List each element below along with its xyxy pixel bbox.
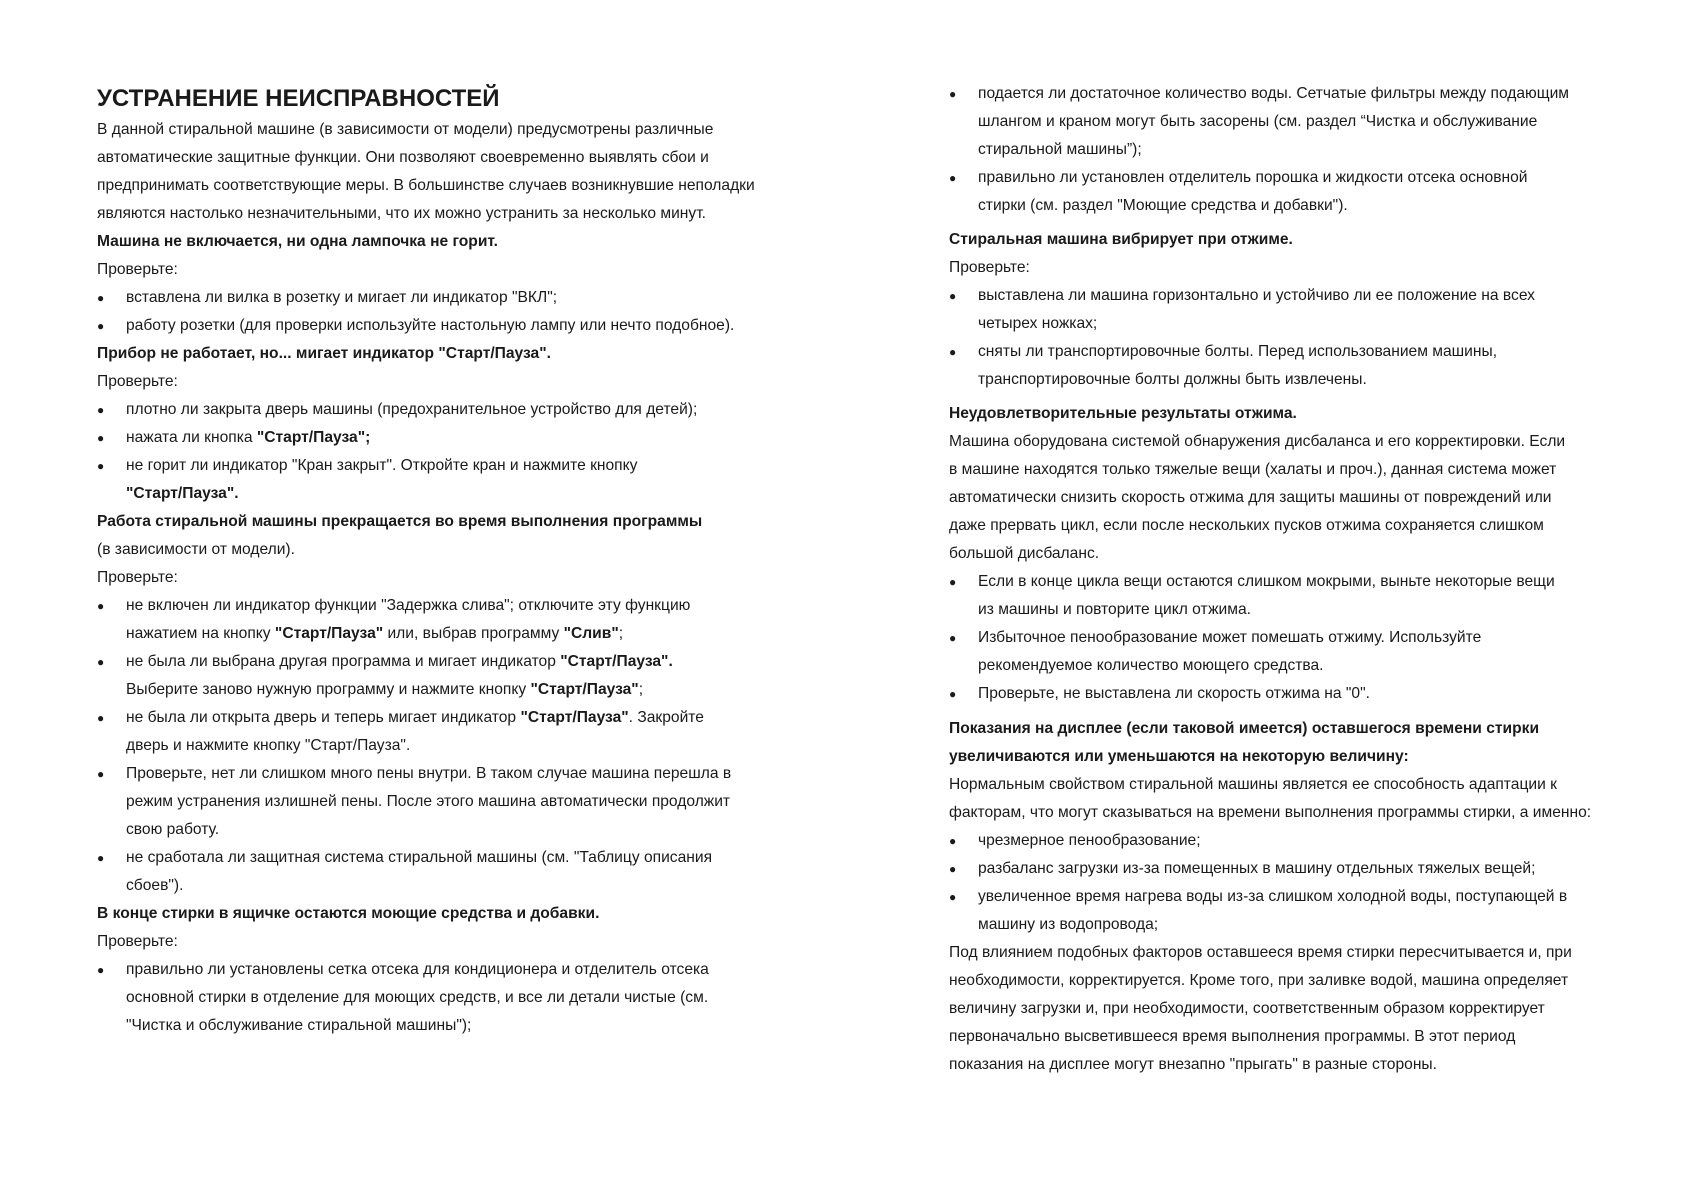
intro-line: автоматические защитные функции. Они позволяют своевременно выявлять сбои и <box>97 149 709 166</box>
list-item: выставлена ли машина горизонтально и устойчиво ли ее положение на всех <box>978 287 1535 304</box>
list-item: нажата ли кнопка "Старт/Пауза"; <box>126 429 371 446</box>
page-title: УСТРАНЕНИЕ НЕИСПРАВНОСТЕЙ <box>97 85 500 112</box>
bullet-icon: ● <box>949 890 957 904</box>
list-item: сняты ли транспортировочные болты. Перед использованием машины, <box>978 343 1498 360</box>
section-heading: увеличиваются или уменьшаются на некоторую величину: <box>949 748 1409 765</box>
paragraph-line: Нормальным свойством стиральной машины является ее способность адаптации к <box>949 776 1557 793</box>
list-item: не включен ли индикатор функции "Задержка слива"; отключите эту функцию <box>126 597 691 614</box>
paragraph-line: показания на дисплее могут внезапно "прыгать" в разные стороны. <box>949 1056 1437 1073</box>
bullet-icon: ● <box>949 87 957 101</box>
list-item: не горит ли индикатор "Кран закрыт". Откройте кран и нажмите кнопку <box>126 457 638 474</box>
bullet-icon: ● <box>97 655 105 669</box>
list-item-cont: "Чистка и обслуживание стиральной машины"); <box>126 1017 472 1034</box>
paragraph-line: даже прервать цикл, если после нескольких пусков отжима сохраняется слишком <box>949 517 1544 534</box>
section-heading: Прибор не работает, но... мигает индикатор "Старт/Пауза". <box>97 345 551 362</box>
section-subheading: (в зависимости от модели). <box>97 541 295 558</box>
bullet-icon: ● <box>97 459 105 473</box>
bullet-icon: ● <box>97 599 105 613</box>
intro-line: В данной стиральной машине (в зависимости от модели) предусмотрены различные <box>97 121 714 138</box>
list-item-cont: сбоев"). <box>126 877 184 894</box>
paragraph-line: величину загрузки и, при необходимости, соответственным образом корректирует <box>949 1000 1545 1017</box>
bullet-icon: ● <box>949 834 957 848</box>
list-item: Проверьте, нет ли слишком много пены внутри. В таком случае машина перешла в <box>126 765 732 782</box>
paragraph-line: факторам, что могут сказываться на времени выполнения программы стирки, а именно: <box>949 804 1592 821</box>
list-item: правильно ли установлен отделитель порошка и жидкости отсека основной <box>978 169 1528 186</box>
bullet-icon: ● <box>949 345 957 359</box>
list-item-cont: Выберите заново нужную программу и нажмите кнопку "Старт/Пауза"; <box>126 681 644 698</box>
section-heading: Показания на дисплее (если таковой имеется) оставшегося времени стирки <box>949 720 1540 737</box>
list-item: не была ли выбрана другая программа и мигает индикатор "Старт/Пауза". <box>126 653 673 670</box>
paragraph-line: большой дисбаланс. <box>949 545 1100 562</box>
check-label: Проверьте: <box>97 569 178 586</box>
list-item: Проверьте, не выставлена ли скорость отжима на "0". <box>978 685 1370 702</box>
list-item: Если в конце цикла вещи остаются слишком мокрыми, выньте некоторые вещи <box>978 573 1555 590</box>
list-item: разбаланс загрузки из-за помещенных в машину отдельных тяжелых вещей; <box>978 860 1536 877</box>
list-item: не была ли открыта дверь и теперь мигает индикатор "Старт/Пауза". Закройте <box>126 709 704 726</box>
bullet-icon: ● <box>949 631 957 645</box>
list-item-cont: "Старт/Пауза". <box>126 485 239 502</box>
list-item: вставлена ли вилка в розетку и мигает ли индикатор "ВКЛ"; <box>126 289 558 306</box>
list-item: подается ли достаточное количество воды. Сетчатые фильтры между подающим <box>978 85 1569 102</box>
bullet-icon: ● <box>949 862 957 876</box>
list-item: правильно ли установлены сетка отсека для кондиционера и отделитель отсека <box>126 961 709 978</box>
paragraph-line: первоначально высветившееся время выполнения программы. В этот период <box>949 1028 1516 1045</box>
check-label: Проверьте: <box>949 259 1030 276</box>
bullet-icon: ● <box>949 171 957 185</box>
list-item-cont: дверь и нажмите кнопку "Старт/Пауза". <box>126 737 411 754</box>
list-item: плотно ли закрыта дверь машины (предохранительное устройство для детей); <box>126 401 698 418</box>
intro-line: являются настолько незначительными, что их можно устранить за несколько минут. <box>97 205 706 222</box>
list-item: не сработала ли защитная система стиральной машины (см. "Таблицу описания <box>126 849 713 866</box>
list-item-cont: режим устранения излишней пены. После этого машина автоматически продолжит <box>126 793 731 810</box>
section-heading: Стиральная машина вибрирует при отжиме. <box>949 231 1293 248</box>
list-item: чрезмерное пенообразование; <box>978 832 1201 849</box>
bullet-icon: ● <box>949 289 957 303</box>
list-item-cont: из машины и повторите цикл отжима. <box>978 601 1251 618</box>
section-heading: Неудовлетворительные результаты отжима. <box>949 405 1297 422</box>
list-item-cont: стиральной машины”); <box>978 141 1142 158</box>
paragraph-line: Под влиянием подобных факторов оставшееся время стирки пересчитывается и, при <box>949 944 1572 961</box>
paragraph-line: автоматически снизить скорость отжима для защиты машины от повреждений или <box>949 489 1552 506</box>
list-item-cont: четырех ножках; <box>978 315 1098 332</box>
section-heading: Машина не включается, ни одна лампочка не горит. <box>97 233 499 250</box>
bullet-icon: ● <box>949 687 957 701</box>
bullet-icon: ● <box>97 319 105 333</box>
check-label: Проверьте: <box>97 933 178 950</box>
bullet-icon: ● <box>97 767 105 781</box>
bullet-icon: ● <box>97 291 105 305</box>
list-item-cont: шлангом и краном могут быть засорены (см. раздел “Чистка и обслуживание <box>978 113 1538 130</box>
list-item-cont: машину из водопровода; <box>978 916 1159 933</box>
paragraph-line: необходимости, корректируется. Кроме того, при заливке водой, машина определяет <box>949 972 1569 989</box>
intro-line: предпринимать соответствующие меры. В большинстве случаев возникнувшие неполадки <box>97 177 755 194</box>
list-item: увеличенное время нагрева воды из-за слишком холодной воды, поступающей в <box>978 888 1568 905</box>
list-item-cont: стирки (см. раздел "Моющие средства и добавки"). <box>978 197 1348 214</box>
check-label: Проверьте: <box>97 373 178 390</box>
section-heading: В конце стирки в ящичке остаются моющие средства и добавки. <box>97 905 600 922</box>
list-item-cont: основной стирки в отделение для моющих средств, и все ли детали чистые (см. <box>126 989 709 1006</box>
paragraph-line: в машине находятся только тяжелые вещи (халаты и проч.), данная система может <box>949 461 1557 478</box>
bullet-icon: ● <box>97 963 105 977</box>
bullet-icon: ● <box>949 575 957 589</box>
list-item: работу розетки (для проверки используйте настольную лампу или нечто подобное). <box>126 317 735 334</box>
list-item-cont: свою работу. <box>126 821 220 838</box>
bullet-icon: ● <box>97 431 105 445</box>
list-item-cont: нажатием на кнопку "Старт/Пауза" или, выбрав программу "Слив"; <box>126 625 624 642</box>
list-item-cont: транспортировочные болты должны быть извлечены. <box>978 371 1367 388</box>
paragraph-line: Машина оборудована системой обнаружения дисбаланса и его корректировки. Если <box>949 433 1566 450</box>
section-heading: Работа стиральной машины прекращается во время выполнения программы <box>97 513 703 530</box>
check-label: Проверьте: <box>97 261 178 278</box>
list-item: Избыточное пенообразование может помешать отжиму. Используйте <box>978 629 1482 646</box>
bullet-icon: ● <box>97 851 105 865</box>
list-item-cont: рекомендуемое количество моющего средства. <box>978 657 1324 674</box>
bullet-icon: ● <box>97 711 105 725</box>
bullet-icon: ● <box>97 403 105 417</box>
